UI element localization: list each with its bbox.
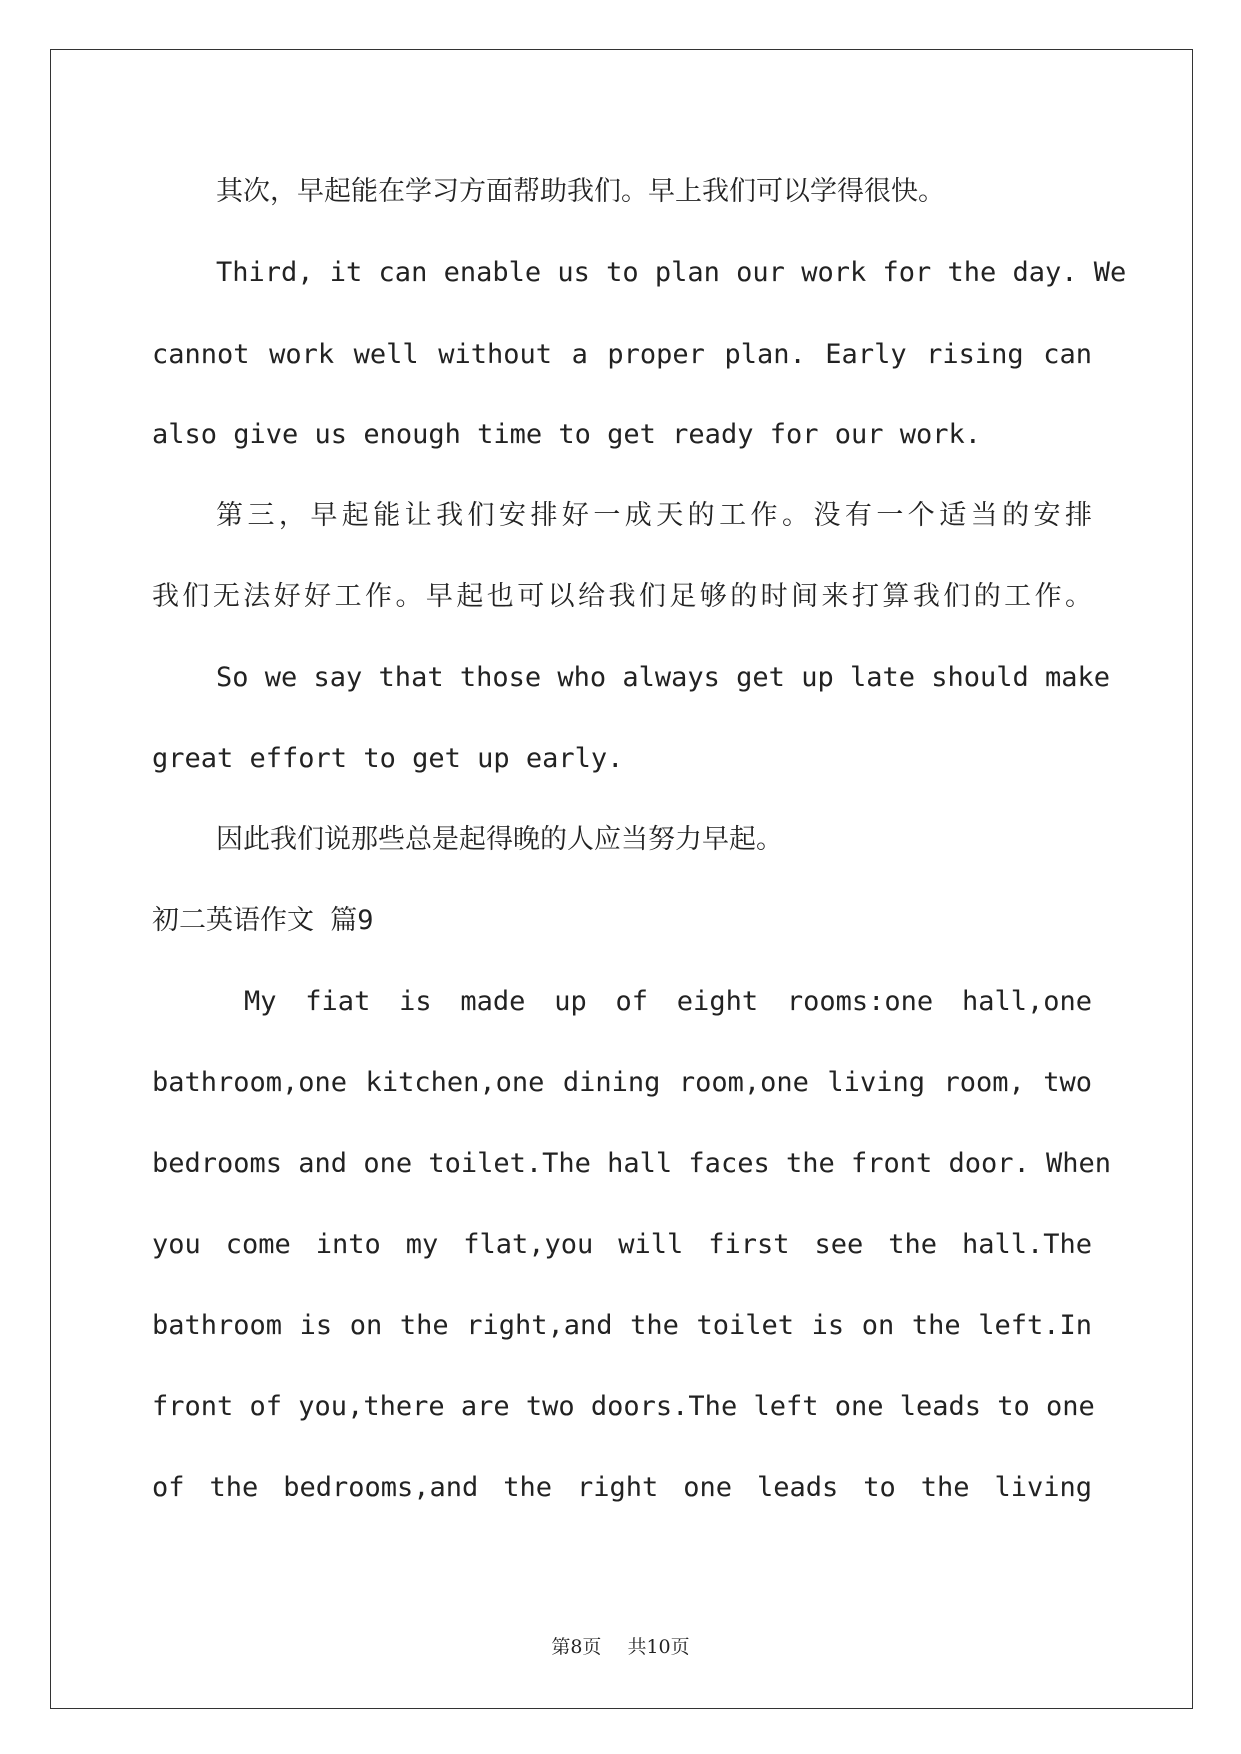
paragraph-line: cannot work well without a proper plan. Early rising can (152, 339, 1092, 370)
paragraph-line: Third, it can enable us to plan our work for the day. We (216, 257, 1127, 288)
paragraph-line: great effort to get up early. (152, 743, 624, 774)
paragraph-line: also give us enough time to get ready for our work. (152, 419, 982, 450)
paragraph-line: bathroom is on the right,and the toilet is on the left.In (152, 1310, 1092, 1341)
page-number: 第8页 (551, 1636, 602, 1658)
paragraph-line: 第三，早起能让我们安排好一成天的工作。没有一个适当的安排 (216, 500, 1092, 531)
paragraph-line: 因此我们说那些总是起得晚的人应当努力早起。 (216, 824, 783, 855)
page-border (50, 49, 1193, 1709)
paragraph-line: 其次，早起能在学习方面帮助我们。早上我们可以学得很快。 (216, 176, 945, 207)
paragraph-line: 我们无法好好工作。早起也可以给我们足够的时间来打算我们的工作。 (152, 581, 1092, 612)
paragraph-line: bedrooms and one toilet.The hall faces the front door. When (152, 1148, 1112, 1179)
paragraph-line: bathroom,one kitchen,one dining room,one living room, two (152, 1067, 1092, 1098)
section-heading: 初二英语作文 篇9 (152, 905, 374, 936)
paragraph-line: you come into my flat,you will first see the hall.The (152, 1229, 1092, 1260)
paragraph-line: front of you,there are two doors.The left one leads to one (152, 1391, 1095, 1422)
paragraph-line: of the bedrooms,and the right one leads to the living (152, 1472, 1092, 1503)
paragraph-line: My fiat is made up of eight rooms:one hall,one (244, 986, 1092, 1017)
page-total: 共10页 (627, 1636, 690, 1658)
paragraph-line: So we say that those who always get up late should make (216, 662, 1111, 693)
page-footer (0, 1632, 1241, 1659)
